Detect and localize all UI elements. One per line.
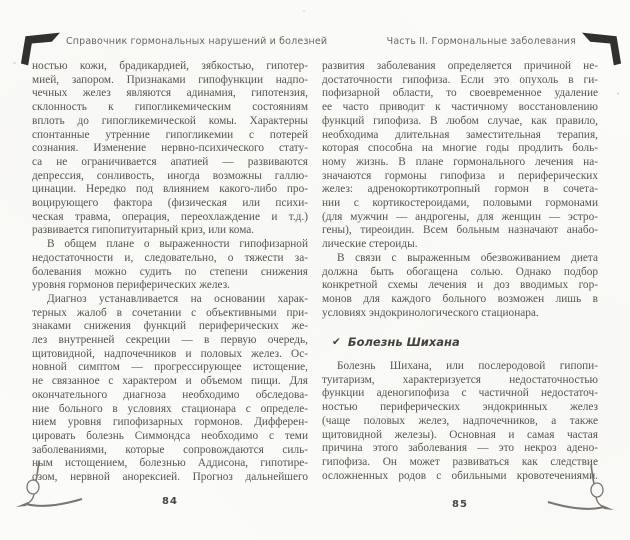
text-line: Диагноз устанавливается на основании харак- [47,292,308,305]
paragraph [32,238,308,293]
text-line: ческая травма, операция, переохлаждение и т.д.) [32,210,308,223]
text-line: терных жалоб в сочетании с объективными при- [32,306,308,319]
text-line: развивается гипопитуитарный криз, или кома. [32,224,255,237]
text-line: лические стероиды. [322,238,418,251]
flourish-ornament-icon [12,460,84,510]
text-line: мией, запором. Признаками гипофункции надпо- [32,73,308,86]
text-line: значаются гормоны гипофиза и периферических [322,169,598,182]
text-line: ному жизнь. В плане гормонального лечения на- [322,155,598,168]
text-line: развития заболевания определяется причиной не- [322,60,598,72]
text-line: желез: адренокортикотропный гормон в сочета- [322,183,598,196]
text-line: гипофиза. Он может развиваться как следствие [322,455,598,468]
text-line: функций гипофиза. В любом случае, как правило, [322,114,598,127]
text-line: лез внутренней секреции — в первую очередь, [32,334,308,347]
text-line: нии с кортикостероидами, половыми гормонами [322,197,598,210]
text-line: сознания. Изменение нервно-психического стату- [32,142,308,155]
text-line: достаточности гипофиза. Если это опухоль в ги- [322,73,598,86]
scan-speck [303,10,305,12]
text-line: ностью периферических эндокринных желез [322,401,598,414]
text-line: ее часто приводит к частичному восстановлению [322,101,598,114]
page-number-left: 84 [162,496,178,507]
left-page-text [32,60,308,485]
paragraph [322,60,598,252]
text-line: вплоть до гипогликемической комы. Характерны [32,114,308,127]
text-line: цинации. Нередко под влиянием какого-либо про- [32,183,308,196]
text-line: монов для каждого больного возможен лишь в [322,292,598,305]
text-line: В связи с выраженным обезвоживанием диета [337,251,598,264]
text-line: новной симптом — прогрессирующее истощение, [32,361,308,374]
text-line: осложненных родов с обильными кровотечениями. [322,469,598,482]
text-line: которая способна на многие годы продлить боль- [322,142,598,155]
text-line: ние больного в условиях стационара с определе- [32,402,308,415]
text-line: окончательного диагноза необходимо обследова- [32,388,308,401]
text-line: необходима длительная заместительная терапия, [322,128,598,141]
text-line: са не ограничивается апатией — развиваются [32,155,308,168]
right-page-text [322,60,598,483]
text-line: условиях эндокринологического стационара. [322,306,539,319]
check-icon: ✔ [332,336,341,349]
running-header-title: Справочник гормональных нарушений и болезней [66,36,328,47]
text-line: В общем плане о выраженности гипофизарной [47,238,308,251]
section-heading-label: Болезнь Шихана [347,335,460,350]
flourish-ornament-icon [546,463,618,513]
text-line: чечных желез являются адинамия, гипотензия, [32,87,308,100]
text-line: не связанное с характером и объемом пищи. Для [32,375,308,388]
text-line: щитовидной железы). Основная и самая частая [322,428,598,441]
page-number-right: 85 [452,499,468,510]
paragraph [32,293,308,485]
text-line: гены), тиреоидин. Всем больным назначают анабо- [322,224,598,237]
paragraph [32,60,308,238]
text-line: спонтанные утренние гипогликемии с потерей [32,128,308,141]
text-line: склонность к гипогликемическим состояниям [32,101,308,114]
text-line: ностью кожи, брадикардией, зябкостью, гипотер- [32,60,308,72]
text-line: депрессия, сонливость, иногда возможны галлю- [32,169,308,182]
scan-speck [617,92,619,95]
text-line: причина этого заболевания — это некроз адено- [322,442,598,455]
scan-speck [13,62,16,64]
text-line: (чаще половых желез, надпочечников, а также [322,414,598,427]
text-line: должна быть обогащена солью. Однако подбор [322,265,598,278]
text-line: туитаризм, характеризуется недостаточностью [322,373,598,386]
text-line: уровня гормонов периферических желез. [32,279,230,292]
text-line: воцирующего фактора (физическая или психи- [32,197,308,210]
text-line: цировать болезнь Симмондса необходимо с теми [32,429,308,442]
right-page-top-paragraphs [322,60,598,320]
text-line: озом, нервной анорексией. Прогноз дальнейшего [32,471,308,484]
text-line: пофизарной области, то своевременное удаление [322,87,598,100]
text-line: (для мужчин — андрогены, для женщин — эстро- [322,210,598,223]
paragraph [322,252,598,321]
running-header-title: Часть II. Гормональные заболевания [386,36,576,47]
text-line: недостаточности и, следовательно, о тяжести за- [32,251,308,264]
text-line: функции аденогипофиза с частичной недостаточ- [322,387,598,400]
text-line: нием уровня гипофизарных гормонов. Дифферен- [32,416,308,429]
text-line: щитовидной, надпочечников и половых желез. Ос- [32,347,308,360]
text-line: конкретной схемы лечения и доз вводимых гор- [322,279,598,292]
text-line: знаками снижения функций периферических же- [32,320,308,333]
section-heading-bolezn-shihana [332,336,598,350]
text-line: болевания можно судить по степени снижения [32,265,308,278]
text-line: ным истощением, болезнью Аддисона, гипотире- [32,457,308,470]
text-line: Болезнь Шихана, или послеродовой гипопи- [337,360,598,373]
text-line: заболеваниями, которые сопровождаются силь- [32,443,308,456]
